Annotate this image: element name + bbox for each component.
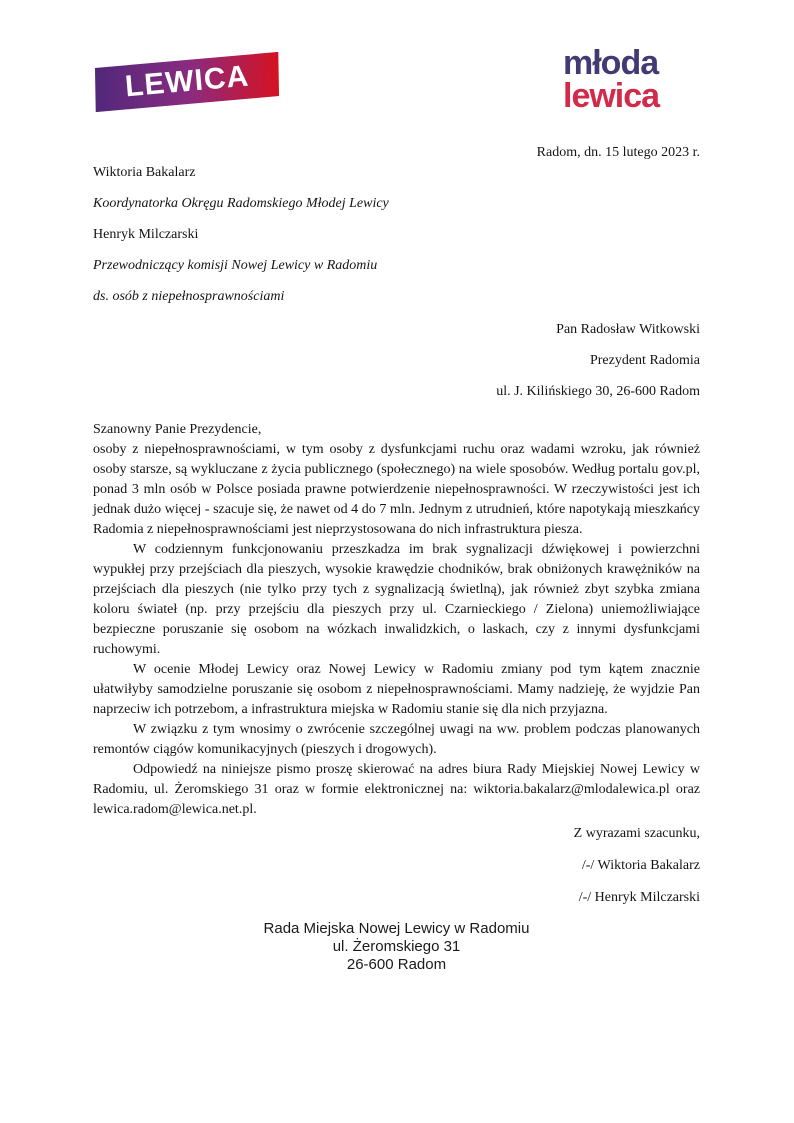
recipient-address: ul. J. Kilińskiego 30, 26-600 Radom	[496, 384, 700, 399]
sender-role-2-cont: ds. osób z niepełnosprawnościami	[93, 289, 285, 304]
mloda-lewica-logo	[563, 44, 660, 115]
letter-content	[93, 143, 700, 974]
closing-regards: Z wyrazami szacunku,	[573, 826, 700, 841]
paragraph-1: osoby z niepełnosprawnościami, w tym osoby z dysfunkcjami ruchu oraz wadami wzroku, jak również osoby starsze, są wykluczane z życia publicznego (społecznego) na wiele sposobów. Według portalu gov.pl, ponad 3 mln osób w Polsce posiada prawne potwierdzenie niepełnosprawności. W rzeczywistości jest ich jednak dużo więcej - szacuje się, że nawet od 4 do 7 mln. Jednym z utrudnień, które napotykają mieszkańcy Radomia z niepełnosprawnościami jest nieprzystosowana do nich infrastruktura piesza.	[93, 442, 700, 537]
sender-role-2: Przewodniczący komisji Nowej Lewicy w Radomiu	[93, 258, 378, 273]
date-line: Radom, dn. 15 lutego 2023 r.	[536, 145, 700, 160]
sender-role-1: Koordynatorka Okręgu Radomskiego Młodej Lewicy	[93, 196, 389, 211]
signature-2: /-/ Henryk Milczarski	[578, 890, 700, 905]
paragraph-5: Odpowiedź na niniejsze pismo proszę skierować na adres biura Rady Miejskiej Nowej Lewicy w Radomiu, ul. Żeromskiego 31 oraz w formie elektronicznej na: wiktoria.bakalarz@mlodalewica.pl oraz lewica.radom@lewica.net.pl.	[93, 762, 700, 817]
recipient-title: Prezydent Radomia	[589, 353, 700, 368]
lewica-logo-text: LEWICA	[123, 59, 251, 104]
salutation: Szanowny Panie Prezydencie,	[93, 422, 262, 437]
footer-line-1: Rada Miejska Nowej Lewicy w Radomiu	[263, 920, 530, 937]
recipient-name: Pan Radosław Witkowski	[556, 322, 700, 337]
sender-name-2: Henryk Milczarski	[93, 227, 199, 242]
footer-address-block	[93, 920, 700, 974]
footer-line-3: 26-600 Radom	[346, 956, 447, 973]
signature-1: /-/ Wiktoria Bakalarz	[581, 858, 700, 873]
recipient-block	[93, 320, 700, 402]
closing-block	[93, 824, 700, 908]
sender-block	[93, 163, 700, 307]
footer-line-2: ul. Żeromskiego 31	[332, 938, 461, 955]
lewica-logo	[95, 52, 279, 112]
paragraph-2: W codziennym funkcjonowaniu przeszkadza im brak sygnalizacji dźwiękowej i powierzchni wypukłej przy przejściach dla pieszych, wysokie krawędzie chodników, brak obniżonych krawężników na przejściach dla pieszych (nie tylko przy tych z sygnalizacją świetlną), jak również zbyt szybka zmiana koloru świateł (np. przy przejściu dla pieszych przy ul. Czarnieckiego / Zielona) uniemożliwiające bezpieczne poruszanie się osobom na wózkach inwalidzkich, o laskach, czy z innymi dysfunkcjami ruchowymi.	[93, 542, 700, 657]
paragraph-3: W ocenie Młodej Lewicy oraz Nowej Lewicy w Radomiu zmiany pod tym kątem znacznie ułatwiłyby samodzielne poruszanie się osobom z niepełnosprawnościami. Mamy nadzieję, że wyjdzie Pan naprzeciw ich potrzebom, a infrastruktura miejska w Radomiu stanie się dla nich przyjazna.	[93, 662, 700, 717]
paragraph-4: W związku z tym wnosimy o zwrócenie szczególnej uwagi na ww. problem podczas planowanych remontów ciągów komunikacyjnych (pieszych i drogowych).	[93, 722, 700, 757]
sender-name-1: Wiktoria Bakalarz	[93, 165, 196, 180]
mloda-lewica-logo-word-mloda: młoda	[563, 44, 659, 82]
mloda-lewica-logo-word-lewica: lewica	[563, 77, 660, 115]
